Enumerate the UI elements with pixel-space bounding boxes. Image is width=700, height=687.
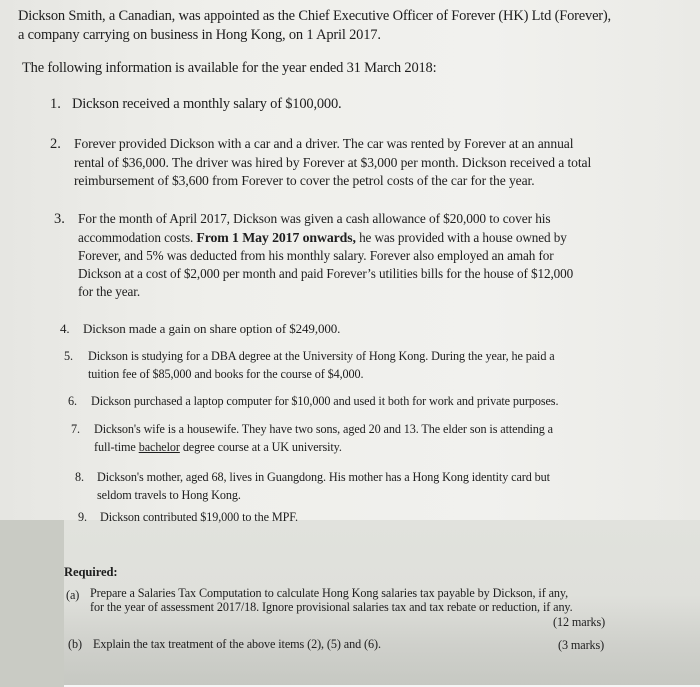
- required-heading: Required:: [64, 565, 118, 579]
- item-7-line-2a: full-time: [94, 440, 136, 454]
- item-2-line-1: Forever provided Dickson with a car and a driver. The car was rented by Forever at an annual: [74, 136, 574, 151]
- item-5-line-2: tuition fee of $85,000 and books for the course of $4,000.: [88, 367, 364, 381]
- item-7-number: 7.: [71, 422, 80, 436]
- item-7-line-2b: degree course at a UK university.: [182, 440, 342, 454]
- item-3-line-2a: accommodation costs.: [78, 230, 194, 245]
- part-b-marks: (3 marks): [558, 638, 605, 652]
- item-3-line-5: for the year.: [78, 284, 141, 299]
- item-4-text: Dickson made a gain on share option of $249,000.: [83, 321, 341, 336]
- part-a-marks: (12 marks): [553, 615, 606, 629]
- item-2-line-3: reimbursement of $3,600 from Forever to cover the petrol costs of the car for the year.: [74, 173, 535, 188]
- item-7-underlined-word: bachelor: [138, 440, 180, 454]
- item-9-text: Dickson contributed $19,000 to the MPF.: [100, 510, 298, 524]
- item-4-number: 4.: [60, 321, 70, 336]
- item-3-line-3: Forever, and 5% was deducted from his monthly salary. Forever also employed an amah for: [78, 248, 554, 263]
- lead-sentence: The following information is available for the year ended 31 March 2018:: [22, 60, 437, 76]
- part-b-text: Explain the tax treatment of the above items (2), (5) and (6).: [93, 637, 381, 651]
- item-7-line-2: [94, 440, 342, 455]
- item-1-text: Dickson received a monthly salary of $100,000.: [72, 96, 342, 112]
- intro-line-1: Dickson Smith, a Canadian, was appointed as the Chief Executive Officer of Forever (HK) Ltd (Forever),: [18, 8, 611, 24]
- part-a-line-1: Prepare a Salaries Tax Computation to calculate Hong Kong salaries tax payable by Dickson, if any,: [90, 586, 569, 600]
- item-3-line-4: Dickson at a cost of $2,000 per month and paid Forever’s utilities bills for the house of $12,000: [78, 266, 574, 281]
- item-8-line-2: seldom travels to Hong Kong.: [97, 488, 241, 502]
- item-3-bold-date: From 1 May 2017 onwards,: [196, 230, 356, 245]
- item-8-line-1: Dickson's mother, aged 68, lives in Guangdong. His mother has a Hong Kong identity card but: [97, 470, 550, 484]
- part-a-label: (a): [66, 588, 80, 602]
- item-3-line-2: [78, 230, 567, 245]
- desk-background-strip: [0, 520, 64, 687]
- item-2-number: 2.: [50, 136, 61, 152]
- item-3-line-2b: he was provided with a house owned by: [359, 230, 567, 245]
- item-9-number: 9.: [78, 510, 87, 524]
- intro-line-2: a company carrying on business in Hong Kong, on 1 April 2017.: [18, 27, 381, 43]
- item-3-line-1: For the month of April 2017, Dickson was given a cash allowance of $20,000 to cover his: [78, 211, 551, 226]
- item-6-text: Dickson purchased a laptop computer for $10,000 and used it both for work and private purposes.: [91, 394, 559, 408]
- item-6-number: 6.: [68, 394, 77, 408]
- part-b-label: (b): [68, 637, 82, 651]
- item-8-number: 8.: [75, 470, 84, 484]
- item-5-number: 5.: [64, 349, 73, 363]
- item-3-number: 3.: [54, 211, 65, 227]
- item-5-line-1: Dickson is studying for a DBA degree at the University of Hong Kong. During the year, he paid a: [88, 349, 555, 363]
- item-2-line-2: rental of $36,000. The driver was hired by Forever at $3,000 per month. Dickson received a total: [74, 155, 592, 170]
- part-a-line-2: for the year of assessment 2017/18. Ignore provisional salaries tax and tax rebate or reduction, if any.: [90, 600, 573, 614]
- item-7-line-1: Dickson's wife is a housewife. They have two sons, aged 20 and 13. The elder son is attending a: [94, 422, 553, 436]
- item-1-number: 1.: [50, 96, 61, 112]
